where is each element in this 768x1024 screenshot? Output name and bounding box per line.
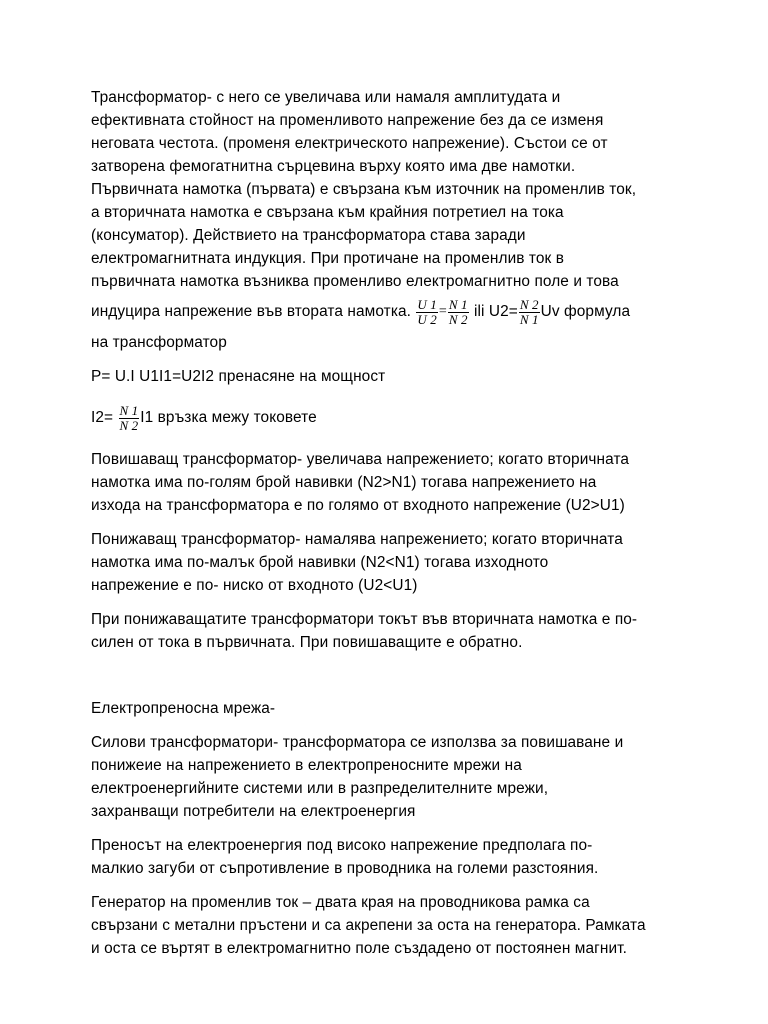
paragraph-step-down [91, 528, 691, 597]
text-line: напрежение е по- ниско от входното (U2<U1) [91, 577, 418, 595]
text-line: Преносът на електроенергия под високо напрежение предполага по- [91, 837, 593, 855]
heading-power-grid [91, 697, 691, 720]
text-line: малкио загуби от съпротивление в проводника на големи разстояния. [91, 860, 599, 878]
fraction-denominator: N 2 [448, 311, 468, 327]
paragraph-power-transformers [91, 731, 691, 823]
fraction-u1-u2 [416, 298, 437, 327]
paragraph-ac-generator [91, 891, 691, 960]
text-line: първичната намотка възниква променливо електромагнитно поле и това [91, 273, 619, 290]
text-line: силен от тока в първичната. При повишаващите е обратно. [91, 634, 523, 652]
text-line: изхода на трансформатора е по голямо от входното напрежение (U2>U1) [91, 497, 625, 515]
fraction-numerator: N 1 [448, 296, 468, 312]
equals-sign: = [438, 304, 447, 319]
text-line: на трансформатор [91, 334, 227, 352]
text-line: Силови трансформатори- трансформатора се използва за повишаване и [91, 734, 624, 752]
text-line: захранващи потребители на електроенергия [91, 803, 416, 821]
text-run: индуцира напрежение във втората намотка. [91, 303, 412, 321]
fraction-n2-n1 [519, 298, 540, 327]
fraction-numerator: U 1 [417, 296, 437, 312]
fraction-numerator: N 1 [119, 402, 139, 418]
paragraph-currents [91, 608, 691, 654]
text-line: ефективната стойност на променливото напрежение без да се изменя [91, 112, 604, 129]
paragraph-current-relation [91, 399, 691, 437]
text-line: електромагнитната индукция. При протичане на променлив ток в [91, 250, 565, 267]
formula-line [91, 293, 691, 331]
fraction-denominator: N 1 [519, 311, 539, 327]
text-line: Понижаващ трансформатор- намалява напрежението; когато вторичната [91, 531, 623, 549]
text-line: Генератор на променлив ток – двата края на проводникова рамка са [91, 894, 590, 912]
fraction-denominator: N 2 [119, 417, 139, 433]
paragraph-step-up [91, 448, 691, 517]
formula-line [91, 399, 691, 437]
text-line: затворена фемогатнитна сърцевина върху която има две намотки. [91, 158, 576, 175]
text-run: ili U2= [469, 303, 518, 321]
fraction-numerator: N 2 [519, 296, 539, 312]
text-line: Първичната намотка (първата) е свързана към източник на променлив ток, [91, 181, 637, 198]
text-line: При понижаващатите трансформатори токът във вторичната намотка е по- [91, 611, 638, 629]
text-run: Uv формула [540, 303, 631, 321]
text-line: неговата честота. (променя електрическото напрежение). Състои се от [91, 135, 608, 152]
text-line: и оста се въртят в електромагнитно поле създадено от постоянен магнит. [91, 940, 627, 958]
text-line: P= U.I U1I1=U2I2 пренасяне на мощност [91, 368, 386, 386]
text-line: (консуматор). Действието на трансформатора става заради [91, 227, 526, 244]
text-line: Трансформатор- с него се увеличава или намаля амплитудата и [91, 89, 561, 106]
text-line: намотка има по-малък брой навивки (N2<N1) тогава изходното [91, 554, 549, 572]
text-line: свързани с метални пръстени и са акрепени за оста на генератора. Рамката [91, 917, 646, 935]
text-run: I2= [91, 409, 118, 427]
fraction-denominator: U 2 [417, 311, 437, 327]
text-run: I1 връзка межу токовете [140, 409, 317, 427]
paragraph-high-voltage-transmission [91, 834, 691, 880]
text-line: понижеие на напрежението в електропреносните мрежи на [91, 757, 522, 775]
paragraph-transformer-definition [91, 86, 691, 354]
blank-gap [91, 665, 691, 697]
fraction-n1-n2 [448, 298, 469, 327]
document-page [91, 86, 691, 971]
text-line: електроенергийните системи или в разпределителните мрежи, [91, 780, 549, 798]
text-line: Електропреносна мрежа- [91, 700, 276, 718]
fraction-n1-n2 [119, 404, 140, 433]
text-line: а вторичната намотка е свързана към крайния потретиел на тока [91, 204, 564, 221]
paragraph-power-transfer [91, 365, 691, 388]
text-line: Повишаващ трансформатор- увеличава напрежението; когато вторичната [91, 451, 630, 469]
text-line: намотка има по-голям брой навивки (N2>N1) тогава напрежението на [91, 474, 597, 492]
